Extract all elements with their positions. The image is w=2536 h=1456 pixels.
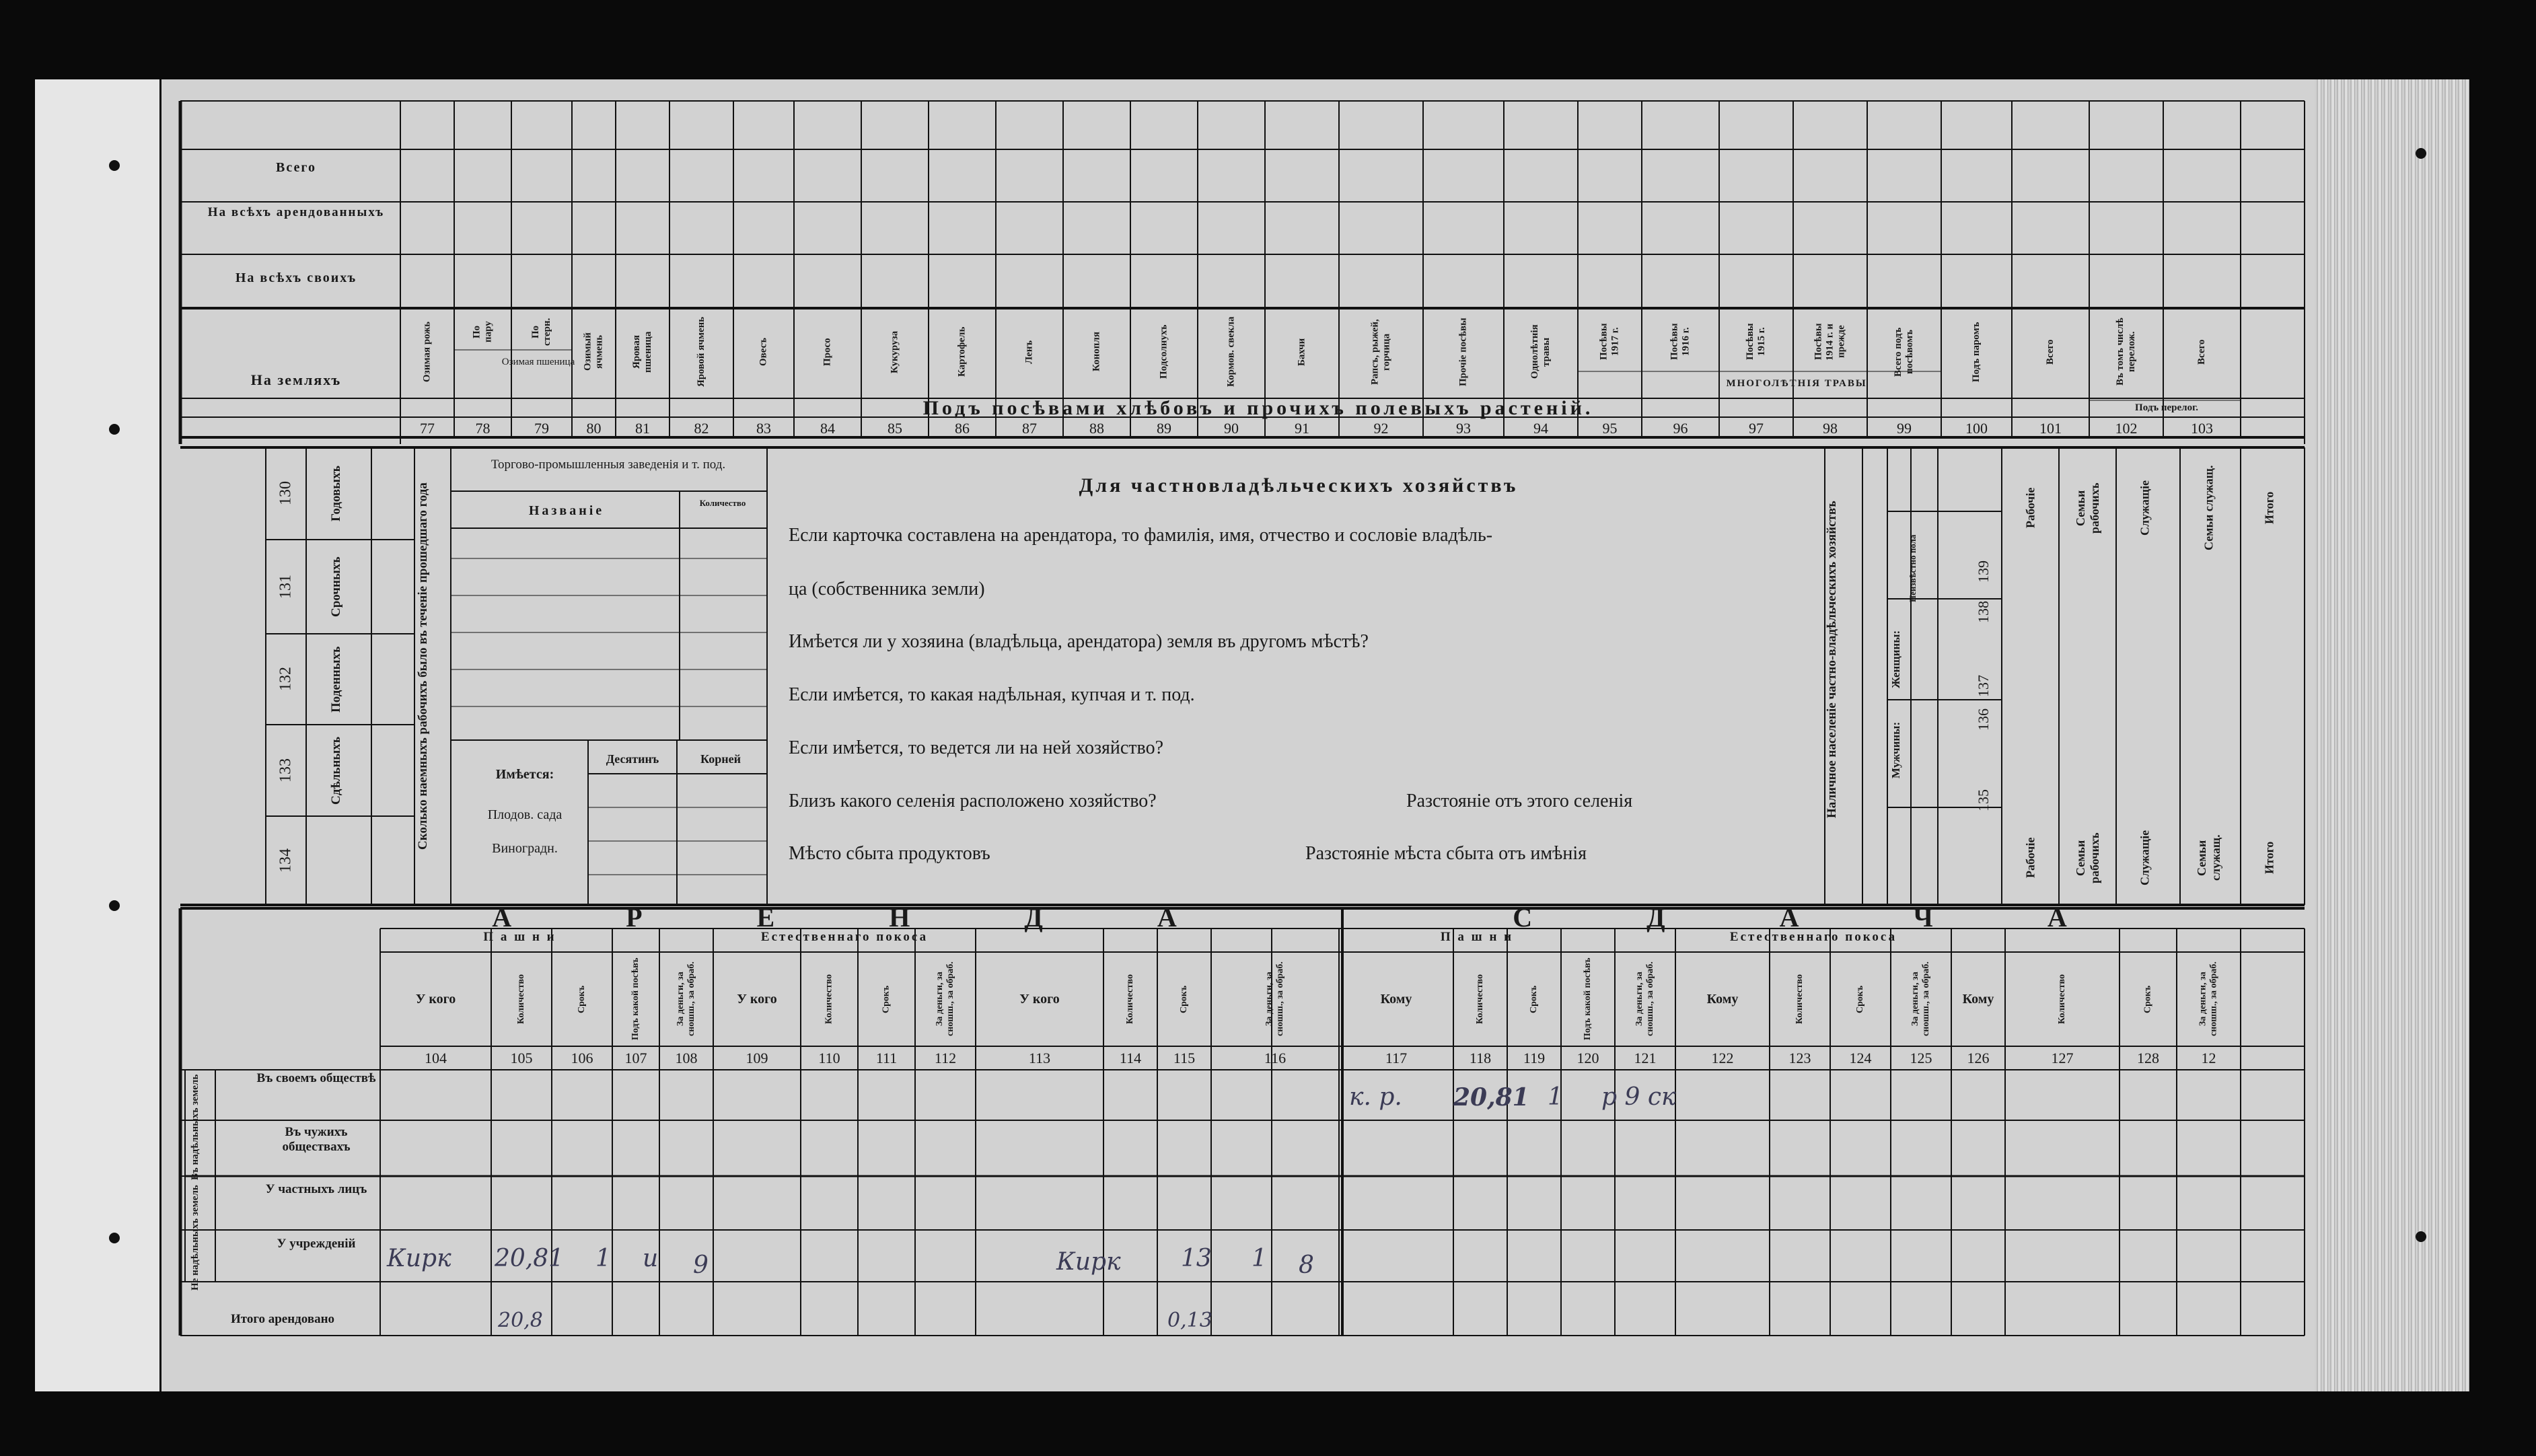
lease-column-header: Кому: [1706, 992, 1739, 1007]
lease-column-header: За деньги, за сношш., за обраб.: [1910, 961, 1931, 1037]
crop-header: Кукуруза: [889, 330, 900, 373]
crop-header: Рапсъ, рыжей, горчица: [1369, 319, 1392, 385]
row-label: Годовыхъ: [329, 466, 343, 521]
population-column-header: Рабочіе: [2023, 837, 2037, 879]
population-column-header: Служащіе: [2138, 480, 2152, 536]
winter-wheat-group: Озимая пшеница: [501, 357, 575, 367]
lease-column-header: За деньги, за сношш., за обраб.: [676, 961, 696, 1037]
lease-column-header: Количество: [1475, 974, 1485, 1025]
column-number: 80: [586, 420, 602, 437]
crop-header: Бахчи: [1296, 338, 1307, 366]
lease-column-header: Срокъ: [1179, 985, 1189, 1013]
lease-column-header: Количество: [2057, 974, 2067, 1025]
lease-column-number: 104: [425, 1050, 447, 1066]
population-column-number: 139: [1975, 560, 1992, 583]
lease-column-number: 121: [1634, 1050, 1657, 1066]
lease-column-number: 12: [2201, 1050, 2216, 1066]
form-line-5: Если имѣется, то ведется ли на ней хозяйство?: [789, 737, 1163, 758]
lease-group-header: П а ш н и: [1440, 930, 1514, 944]
men-label: Мужчины:: [1889, 721, 1902, 779]
lease-column-number: 123: [1788, 1050, 1811, 1066]
column-number: 86: [955, 420, 970, 437]
lease-column-number: 117: [1385, 1050, 1408, 1066]
lease-group-header: П а ш н и: [483, 930, 556, 944]
population-column-header: Семьи рабочихъ: [2074, 832, 2101, 883]
column-number: 91: [1295, 420, 1309, 437]
orchard-label: Плодов. сада: [487, 807, 563, 822]
form-line-3: Имѣется ли у хозяина (владѣльца, арендатора) земля въ другомъ мѣстѣ?: [789, 631, 1369, 652]
lease-column-number: 109: [746, 1050, 768, 1066]
hired-workers-caption: Сколько наемныхъ рабочихъ было въ теченіе прошедшаго года: [416, 482, 430, 850]
column-number: 95: [1602, 420, 1618, 437]
lease-column-header: За деньги, за сношш., за обраб.: [2198, 961, 2219, 1037]
row-number: 133: [277, 758, 295, 782]
trade-header: Торгово-промышленныя заведенія и т. под.: [491, 458, 726, 472]
column-number: 82: [694, 420, 709, 437]
row-label-on-lands: На земляхъ: [250, 371, 342, 388]
lease-column-header: Кому: [1962, 992, 1994, 1007]
population-column-number: 135: [1975, 789, 1992, 812]
handwritten-entry: Кирк: [1056, 1248, 1121, 1276]
lease-column-header: У кого: [737, 992, 777, 1007]
lease-column-number: 113: [1028, 1050, 1051, 1066]
form-line-4: Если имѣется, то какая надѣльная, купчая и т. под.: [789, 684, 1195, 705]
lease-column-header: Кому: [1380, 992, 1412, 1007]
population-caption: Наличное населеніе частно-владѣльческихъ хозяйствъ: [1825, 501, 1839, 818]
handwritten-entry: 9: [693, 1251, 709, 1279]
handwritten-entry: 1: [1252, 1245, 1267, 1272]
lease-column-number: 124: [1849, 1050, 1872, 1066]
lease-column-header: За деньги, за сношш., за обраб.: [935, 961, 955, 1037]
crop-header: Кормов. свекла: [1225, 316, 1237, 388]
crop-header: Всего: [2045, 339, 2056, 365]
lease-column-number: 126: [1967, 1050, 1990, 1066]
form-line-1: Если карточка составлена на арендатора, то фамилія, имя, отчество и сословіе владѣль-: [789, 525, 1493, 546]
lease-column-header: За деньги, за сношш., за обраб.: [1264, 961, 1285, 1037]
perennial-grass-group: МНОГОЛѢТНІЯ ТРАВЫ: [1726, 378, 1867, 389]
lease-column-header: Срокъ: [881, 985, 892, 1013]
handwritten-entry: Кирк: [387, 1245, 451, 1272]
row-label-total: Всего: [276, 160, 316, 175]
column-number: 79: [534, 420, 549, 437]
vineyard-label: Виноградн.: [492, 841, 558, 856]
lease-column-header: Количество: [1125, 974, 1135, 1025]
handwritten-entry: и: [643, 1245, 659, 1272]
form-line-6: Близъ какого селенія расположено хозяйство?: [789, 791, 1157, 811]
crop-header: Конопля: [1091, 332, 1102, 372]
crop-header: Озимая рожь: [421, 321, 433, 383]
handwritten-entry: 8: [1299, 1251, 1314, 1279]
column-number: 103: [2191, 420, 2213, 437]
handwritten-entry: 1: [1548, 1083, 1563, 1111]
form-line-7b: Разстояніе мѣста сбыта отъ имѣнія: [1305, 843, 1587, 864]
desyatin-header: Десятинъ: [606, 752, 659, 766]
lease-column-number: 114: [1119, 1050, 1142, 1066]
lease-column-number: 128: [2137, 1050, 2159, 1066]
lease-column-header: Срокъ: [1529, 985, 1539, 1013]
lease-column-number: 108: [675, 1050, 698, 1066]
crop-header: Посѣвы 1915 г.: [1745, 323, 1767, 361]
row-number: 130: [277, 481, 295, 506]
lease-column-number: 119: [1523, 1050, 1546, 1066]
form-line-6b: Разстояніе отъ этого селенія: [1406, 791, 1633, 811]
population-column-header: Итого: [2262, 491, 2276, 525]
lease-group-header: Естественнаго покоса: [1729, 930, 1897, 944]
crop-header: Яровой ячмень: [696, 316, 707, 388]
crop-header: Прочіе посѣвы: [1457, 318, 1469, 386]
column-number: 90: [1224, 420, 1239, 437]
column-number: 89: [1157, 420, 1171, 437]
handwritten-entry: 0,13: [1167, 1309, 1212, 1332]
lease-column-header: Количество: [824, 974, 834, 1025]
lease-column-header: Срокъ: [577, 985, 587, 1013]
column-number: 83: [756, 420, 771, 437]
handwritten-entry: р 9 ск: [1601, 1083, 1676, 1111]
sdacha-title: С Д А Ч А: [1513, 902, 2121, 933]
lease-column-number: 105: [510, 1050, 533, 1066]
private-farms-title: Для частновладѣльческихъ хозяйствъ: [1079, 474, 1519, 497]
lease-column-header: Количество: [516, 974, 526, 1025]
lease-column-number: 111: [875, 1050, 898, 1066]
lease-group-header: Естественнаго покоса: [760, 930, 929, 944]
column-number: 93: [1456, 420, 1471, 437]
lease-column-number: 127: [2051, 1050, 2074, 1066]
form-line-7: Мѣсто сбыта продуктовъ: [789, 843, 990, 864]
lease-column-header: У кого: [415, 992, 456, 1007]
fallow-group: Подъ перелог.: [2135, 402, 2198, 413]
arenda-title: А Р Е Н Д А: [492, 902, 1231, 933]
row-own-community: Въ своемъ обществѣ: [256, 1071, 376, 1085]
crop-header: Всего: [2196, 339, 2207, 365]
column-number: 88: [1089, 420, 1104, 437]
non-allotment-land-group: Не надѣльныхъ земель: [190, 1185, 201, 1291]
column-number: 77: [420, 420, 435, 437]
has-label: Имѣется:: [495, 767, 554, 782]
population-column-header: Итого: [2262, 841, 2276, 875]
row-institutions: У учрежденій: [277, 1237, 356, 1251]
row-label: Поденныхъ: [329, 646, 343, 713]
column-number: 97: [1749, 420, 1764, 437]
allotment-land-group: Въ надѣльныхъ земель: [190, 1074, 201, 1180]
row-number: 131: [277, 575, 295, 599]
crop-header: Всего подъ посѣвомъ: [1893, 327, 1915, 377]
column-number: 101: [2039, 420, 2062, 437]
trade-count-header: Количество: [699, 498, 746, 508]
lease-column-header: Количество: [1795, 974, 1805, 1025]
row-other-community: Въ чужихъ обществахъ: [282, 1125, 351, 1154]
crop-header: Посѣвы 1916 г.: [1669, 323, 1692, 361]
lease-column-number: 125: [1910, 1050, 1932, 1066]
handwritten-entry: 20,81: [495, 1245, 565, 1272]
lease-column-number: 120: [1577, 1050, 1599, 1066]
lease-column-header: Срокъ: [2142, 985, 2153, 1013]
column-number: 78: [475, 420, 491, 437]
population-column-header: Семьи рабочихъ: [2074, 482, 2101, 534]
crop-header: Просо: [822, 338, 833, 366]
column-number: 102: [2115, 420, 2138, 437]
lease-column-number: 106: [571, 1050, 593, 1066]
crop-header: Озимый ячмень: [582, 332, 605, 371]
korney-header: Корней: [700, 752, 741, 766]
row-label-rented: На всѣхъ арендованныхъ: [207, 205, 385, 219]
column-number: 94: [1533, 420, 1548, 437]
crop-header: Посѣвы 1917 г.: [1598, 323, 1621, 361]
population-column-header: Рабочіе: [2023, 487, 2037, 529]
lease-column-header: Подъ какой посѣвъ: [630, 957, 641, 1041]
lease-column-number: 110: [818, 1050, 840, 1066]
lease-column-header: За деньги, за сношш., за обраб.: [1634, 961, 1655, 1037]
column-number: 100: [1965, 420, 1988, 437]
population-column-header: Семьи служащ.: [2195, 834, 2222, 881]
crop-header: Въ томъ числѣ перелож.: [2115, 318, 2137, 386]
handwritten-entry: 20,81: [1453, 1083, 1529, 1112]
column-number: 84: [820, 420, 835, 437]
column-number: 81: [635, 420, 650, 437]
crop-header: Подсолнухъ: [1158, 324, 1169, 379]
crop-header: По стерн.: [530, 318, 552, 346]
population-column-number: 136: [1975, 708, 1992, 731]
column-number: 98: [1823, 420, 1838, 437]
lease-column-number: 112: [934, 1050, 957, 1066]
population-column-number: 137: [1975, 675, 1992, 698]
handwritten-entry: к. р.: [1349, 1083, 1402, 1111]
row-number: 132: [277, 667, 295, 692]
unspecified-sex-label: Неизвѣстно пола: [1908, 534, 1918, 603]
row-label: Срочныхъ: [329, 556, 343, 617]
population-column-header: Семьи служащ.: [2202, 465, 2216, 551]
lease-column-number: 116: [1264, 1050, 1287, 1066]
lease-column-header: У кого: [1019, 992, 1060, 1007]
crop-header: Однолѣтнія травы: [1529, 324, 1552, 379]
handwritten-entry: 13: [1181, 1245, 1212, 1272]
population-column-header: Служащіе: [2138, 830, 2152, 886]
women-label: Женщины:: [1889, 630, 1902, 689]
row-label-own: На всѣхъ своихъ: [235, 270, 357, 285]
crop-header: Ленъ: [1023, 340, 1035, 364]
lease-column-header: Срокъ: [1855, 985, 1865, 1013]
sown-area-caption: Подъ посѣвами хлѣбовъ и прочихъ полевыхъ растеній.: [922, 397, 1594, 419]
crop-header: По пару: [471, 321, 494, 342]
lease-column-number: 122: [1711, 1050, 1734, 1066]
crop-header: Картофель: [956, 326, 968, 377]
row-label: Сдѣльныхъ: [329, 736, 343, 805]
row-total-rented: Итого арендовано: [230, 1312, 335, 1326]
handwritten-entry: 1: [595, 1245, 611, 1272]
crop-header: Посѣвы 1914 г. и прежде: [1813, 323, 1847, 361]
crop-header: Подъ паромъ: [1971, 322, 1982, 382]
column-number: 87: [1022, 420, 1037, 437]
crop-header: Овесъ: [758, 338, 769, 367]
column-number: 92: [1373, 420, 1389, 437]
column-number: 96: [1673, 420, 1688, 437]
column-number: 85: [887, 420, 902, 437]
population-column-number: 138: [1975, 601, 1992, 624]
row-private-persons: У частныхъ лицъ: [265, 1182, 367, 1196]
form-line-2: ца (собственника земли): [789, 579, 985, 599]
column-number: 99: [1897, 420, 1912, 437]
trade-name-header: Названіе: [528, 503, 605, 518]
row-number: 134: [277, 848, 295, 873]
lease-column-number: 107: [624, 1050, 647, 1066]
handwritten-entry: 20,8: [498, 1309, 543, 1332]
crop-header: Яровая пшеница: [631, 331, 653, 373]
lease-column-number: 115: [1173, 1050, 1196, 1066]
lease-column-number: 118: [1469, 1050, 1492, 1066]
lease-column-header: Подъ какой посѣвъ: [1583, 957, 1593, 1041]
